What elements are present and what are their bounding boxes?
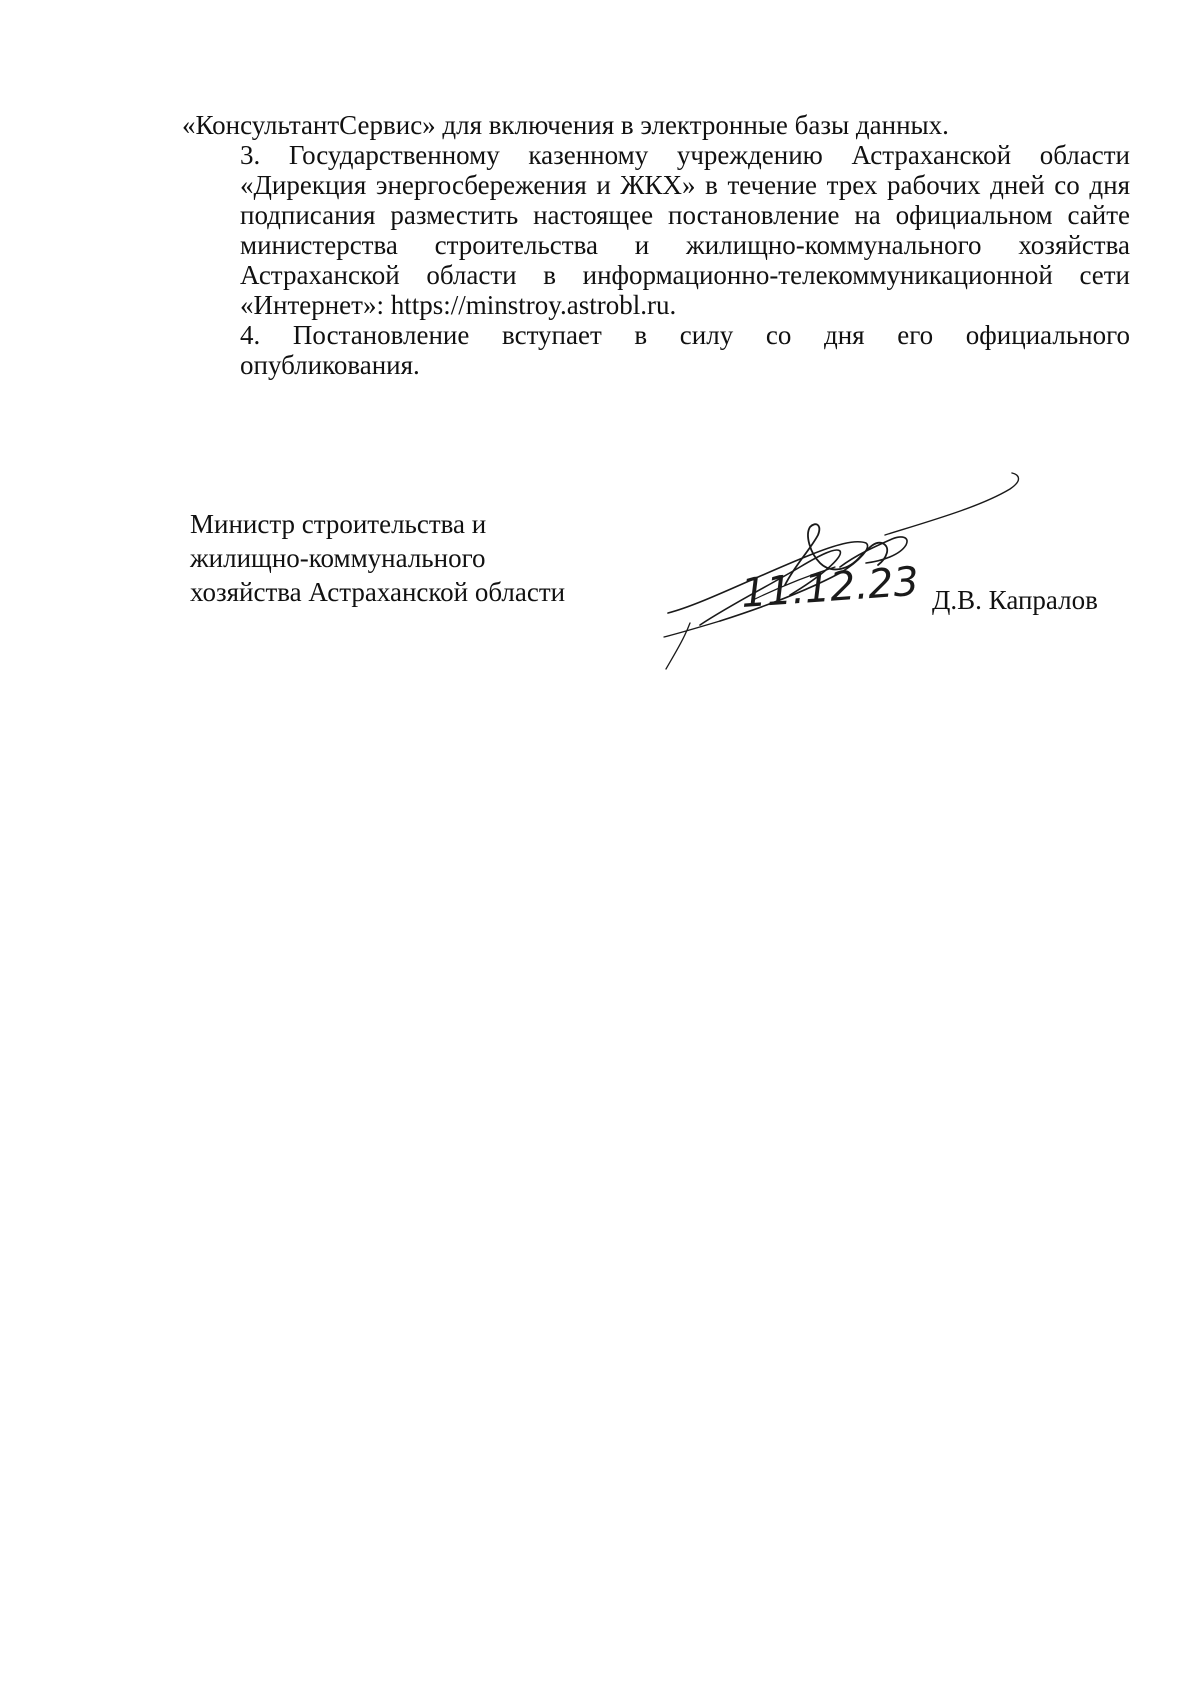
paragraph-line: «Дирекция энергосбережения и ЖКХ» в течение трех рабочих дней со дня xyxy=(240,170,1130,200)
signatory-position-line: Министр строительства и xyxy=(190,509,487,539)
paragraph-line: Астраханской области в информационно-телекоммуникационной сети xyxy=(240,260,1130,290)
paragraph-line: опубликования. xyxy=(240,350,420,380)
paragraph-line: 4. Постановление вступает в силу со дня его официального xyxy=(240,320,1130,350)
document-body xyxy=(182,110,1130,380)
handwritten-date: 11.12.23 xyxy=(739,558,921,617)
signatory-name: Д.В. Капралов xyxy=(932,585,1098,615)
signatory-position-line: хозяйства Астраханской области xyxy=(190,577,566,607)
paragraph-line: подписания разместить настоящее постановление на официальном сайте xyxy=(240,200,1130,230)
paragraph-line: «Интернет»: https://minstroy.astrobl.ru. xyxy=(240,290,677,320)
paragraph-4 xyxy=(182,320,1130,380)
signatory-position xyxy=(190,507,565,609)
paragraph-line: министерства строительства и жилищно-коммунального хозяйства xyxy=(240,230,1130,260)
signature-stroke xyxy=(664,621,720,669)
handwritten-signature xyxy=(660,455,1040,695)
signature-stroke xyxy=(885,473,1019,535)
paragraph-line: 3. Государственному казенному учреждению Астраханской области xyxy=(240,140,1130,170)
paragraph-continuation xyxy=(182,110,1130,140)
paragraph-3 xyxy=(182,140,1130,320)
paragraph-line: «КонсультантСервис» для включения в электронные базы данных. xyxy=(182,110,949,140)
signatory-position-line: жилищно-коммунального xyxy=(190,543,486,573)
